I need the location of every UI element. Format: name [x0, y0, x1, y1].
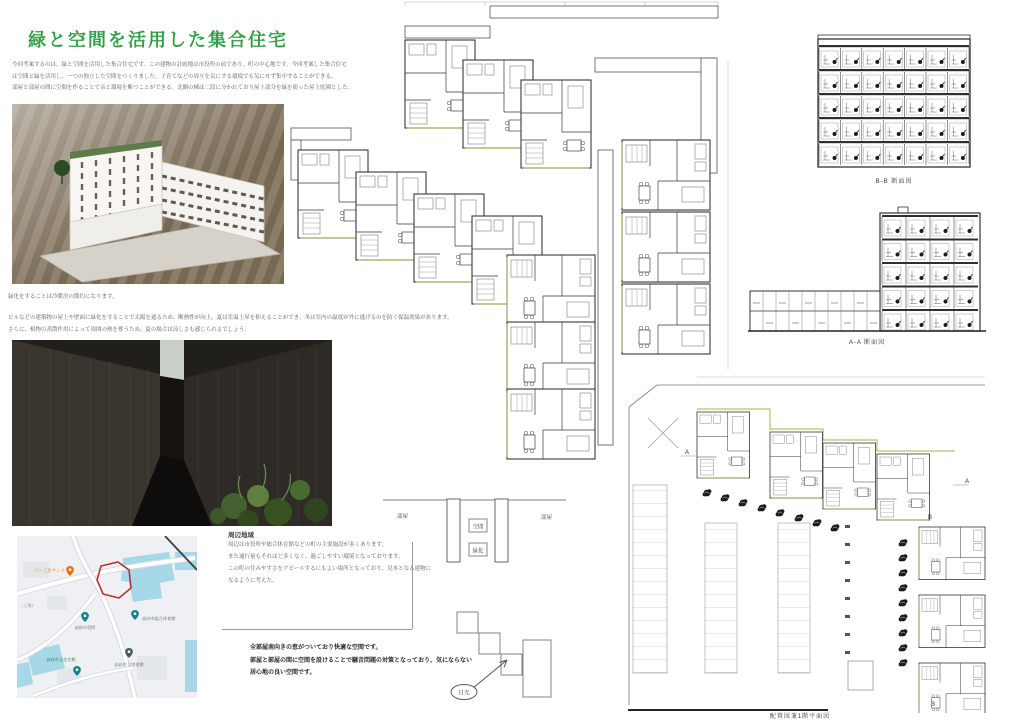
comfort-line: 全部屋南向きの窓がついており快適な空間です。 [250, 645, 382, 651]
section-marker-b-top: B [928, 515, 933, 521]
greening-line: さらに、植物の蒸散作用によって周囲の熱を奪うため、夏の場合は涼しさも感じられるでしょう。 [8, 326, 250, 333]
comfort-line: 部屋と部屋の間に空間を設けることで騒音問題の対策となっており、気にならない [250, 657, 473, 664]
section-marker-b-bottom: B [931, 702, 936, 708]
section-marker-a-right: A [965, 479, 970, 485]
map-label-factory: （工場） [19, 603, 36, 608]
divider-horizontal [222, 629, 412, 630]
parking-grid [778, 523, 810, 673]
neighborhood-heading: 周辺地域 [228, 532, 254, 539]
diagram-green-label: 緑化 [472, 548, 484, 555]
site-plan-caption: 配置図兼1階平面図 [769, 714, 831, 720]
greening-note: 緑化をすることは冷暖房の節約になります。 [8, 294, 118, 300]
model-photo [12, 104, 284, 284]
x-mark [648, 418, 678, 448]
sun-label: 日光 [458, 690, 470, 697]
parking-label-column [845, 525, 850, 654]
parking-grid [705, 523, 737, 673]
concept-diagram [383, 492, 568, 580]
greening-line: ビルなどの建築物の屋上や壁面に緑化をすることで太陽を遮るため、断熱性が向上、夏は室温上昇を抑えることができ、冬は室内の温度が外に逃げるのを防ぐ保温効果があります。 [8, 315, 453, 321]
diagram-room-right-label: 部屋 [541, 515, 553, 521]
bb-section-drawing [810, 33, 978, 173]
neighborhood-line: 周辺は市役所や総合体育館などの町の主要施設が多くあります。 [228, 542, 388, 548]
neighborhood-line: この町の住みやすさをアピールするにもよい場所となっており、見本となる建物に [228, 566, 432, 573]
intro-line: は空間と緑を活用し、一つの独立した空間をつくりました。子育てなどの周りを気にする環境でも気にせず集中することができる。 [12, 73, 337, 80]
map-label-bakery: パン工房サンク [33, 568, 65, 573]
aa-section-caption: A-A 断面図 [848, 340, 886, 346]
bb-section-caption: B-B 断面図 [875, 179, 913, 185]
map-label-library: 高砂市立図書館 [114, 662, 144, 667]
comfort-note [250, 642, 472, 680]
map-label-culture: 高砂市文化会館 [46, 657, 76, 662]
location-map [17, 536, 197, 698]
diagram-space-label: 空間 [472, 524, 484, 531]
page-title: 緑と空間を活用した集合住宅 [28, 30, 288, 50]
neighborhood-line: また通行量もそれほど多くなく、過ごしやすい環境となっております。 [228, 554, 404, 561]
map-label-city-hall: 高砂市役所 [74, 625, 96, 630]
intro-line: 部屋と部屋の間に空間を作ることで音と環境を断つことができる。北側の棟は二段に分かれており屋上部分を緑を使った屋上庭園とした。 [12, 85, 354, 92]
diagram-room-left-label: 部屋 [397, 514, 409, 520]
neighborhood-line: なるように考えた。 [228, 578, 278, 585]
section-marker-a-left: A [685, 450, 690, 456]
corridor-photo [12, 340, 332, 526]
site-plan-drawing [623, 373, 988, 713]
tree-row-vertical [899, 539, 908, 666]
intro-line: 今回考案するのは、緑と空間を活用した集合住宅です。この建物の計画地は市役所の前であり、町の中心地です。今回考案した集合住宅 [12, 62, 347, 68]
comfort-line: 居心地の良い空間です。 [250, 670, 316, 677]
parking-grid [633, 485, 667, 673]
aa-section-drawing [748, 205, 986, 337]
map-label-gym: 高砂市総合体育館 [142, 616, 176, 621]
